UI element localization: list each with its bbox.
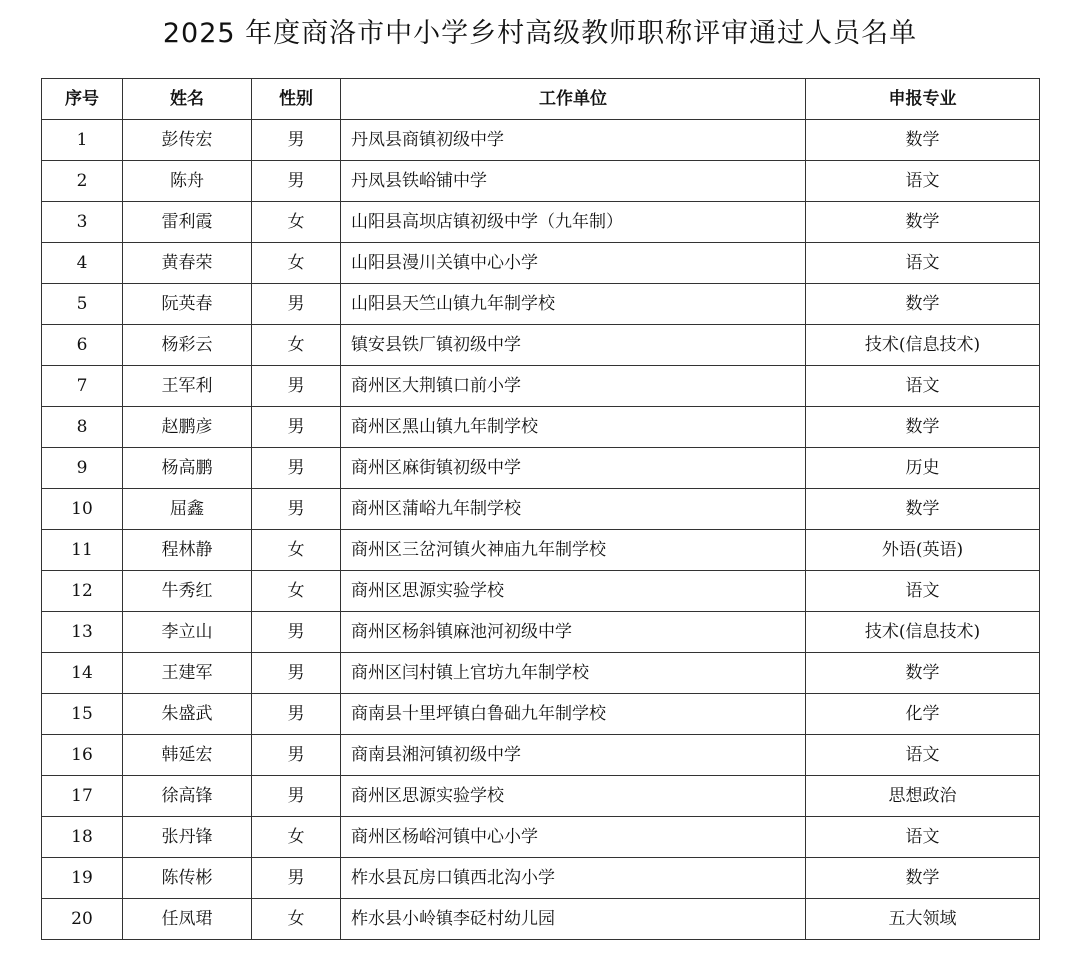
header-specialty: 申报专业 (806, 79, 1040, 120)
cell-serial-number: 20 (42, 899, 123, 940)
cell-specialty: 语文 (806, 243, 1040, 284)
cell-name: 王建军 (123, 653, 252, 694)
cell-serial-number: 16 (42, 735, 123, 776)
cell-work-unit: 柞水县小岭镇李砭村幼儿园 (341, 899, 806, 940)
cell-name: 任凤珺 (123, 899, 252, 940)
cell-gender: 男 (252, 653, 341, 694)
table-row (42, 899, 1040, 940)
table-row (42, 325, 1040, 366)
cell-name: 牛秀红 (123, 571, 252, 612)
cell-work-unit: 商州区大荆镇口前小学 (341, 366, 806, 407)
cell-name: 彭传宏 (123, 120, 252, 161)
cell-specialty: 数学 (806, 653, 1040, 694)
cell-specialty: 数学 (806, 489, 1040, 530)
cell-serial-number: 9 (42, 448, 123, 489)
table-row (42, 407, 1040, 448)
table-row (42, 489, 1040, 530)
cell-specialty: 技术(信息技术) (806, 612, 1040, 653)
cell-specialty: 化学 (806, 694, 1040, 735)
cell-serial-number: 15 (42, 694, 123, 735)
cell-serial-number: 6 (42, 325, 123, 366)
cell-specialty: 语文 (806, 161, 1040, 202)
cell-name: 雷利霞 (123, 202, 252, 243)
cell-work-unit: 山阳县漫川关镇中心小学 (341, 243, 806, 284)
cell-work-unit: 丹凤县商镇初级中学 (341, 120, 806, 161)
cell-name: 陈舟 (123, 161, 252, 202)
cell-gender: 男 (252, 612, 341, 653)
cell-gender: 男 (252, 407, 341, 448)
cell-specialty: 语文 (806, 571, 1040, 612)
header-name: 姓名 (123, 79, 252, 120)
cell-name: 张丹锋 (123, 817, 252, 858)
cell-serial-number: 5 (42, 284, 123, 325)
table-row (42, 776, 1040, 817)
table-row (42, 530, 1040, 571)
cell-specialty: 数学 (806, 120, 1040, 161)
cell-name: 陈传彬 (123, 858, 252, 899)
table-row (42, 120, 1040, 161)
cell-specialty: 数学 (806, 858, 1040, 899)
header-gender: 性别 (252, 79, 341, 120)
cell-gender: 男 (252, 489, 341, 530)
cell-gender: 男 (252, 694, 341, 735)
table-row (42, 612, 1040, 653)
cell-name: 韩延宏 (123, 735, 252, 776)
cell-name: 黄春荣 (123, 243, 252, 284)
table-row (42, 694, 1040, 735)
cell-work-unit: 商州区杨斜镇麻池河初级中学 (341, 612, 806, 653)
cell-specialty: 语文 (806, 366, 1040, 407)
cell-gender: 女 (252, 243, 341, 284)
cell-serial-number: 8 (42, 407, 123, 448)
page-title: 2025 年度商洛市中小学乡村高级教师职称评审通过人员名单 (162, 18, 918, 49)
table-row (42, 448, 1040, 489)
cell-name: 朱盛武 (123, 694, 252, 735)
cell-name: 杨高鹏 (123, 448, 252, 489)
cell-work-unit: 商州区三岔河镇火神庙九年制学校 (341, 530, 806, 571)
cell-gender: 女 (252, 571, 341, 612)
cell-gender: 男 (252, 735, 341, 776)
cell-serial-number: 13 (42, 612, 123, 653)
cell-specialty: 数学 (806, 284, 1040, 325)
cell-gender: 女 (252, 325, 341, 366)
cell-name: 程林静 (123, 530, 252, 571)
cell-serial-number: 18 (42, 817, 123, 858)
roster-table (41, 78, 1040, 940)
cell-serial-number: 19 (42, 858, 123, 899)
cell-name: 李立山 (123, 612, 252, 653)
cell-work-unit: 商南县湘河镇初级中学 (341, 735, 806, 776)
cell-serial-number: 17 (42, 776, 123, 817)
cell-serial-number: 4 (42, 243, 123, 284)
cell-work-unit: 商州区杨峪河镇中心小学 (341, 817, 806, 858)
cell-name: 徐高锋 (123, 776, 252, 817)
cell-gender: 男 (252, 284, 341, 325)
cell-name: 王军利 (123, 366, 252, 407)
cell-work-unit: 商南县十里坪镇白鲁础九年制学校 (341, 694, 806, 735)
cell-gender: 男 (252, 120, 341, 161)
table-row (42, 202, 1040, 243)
cell-serial-number: 11 (42, 530, 123, 571)
cell-work-unit: 山阳县高坝店镇初级中学（九年制） (341, 202, 806, 243)
cell-gender: 男 (252, 448, 341, 489)
cell-specialty: 数学 (806, 202, 1040, 243)
cell-gender: 女 (252, 817, 341, 858)
cell-work-unit: 商州区麻街镇初级中学 (341, 448, 806, 489)
cell-gender: 男 (252, 161, 341, 202)
cell-specialty: 数学 (806, 407, 1040, 448)
cell-specialty: 思想政治 (806, 776, 1040, 817)
cell-work-unit: 镇安县铁厂镇初级中学 (341, 325, 806, 366)
cell-specialty: 语文 (806, 817, 1040, 858)
table-row (42, 653, 1040, 694)
cell-work-unit: 商州区思源实验学校 (341, 571, 806, 612)
table-row (42, 243, 1040, 284)
cell-serial-number: 1 (42, 120, 123, 161)
header-serial-number: 序号 (42, 79, 123, 120)
cell-serial-number: 3 (42, 202, 123, 243)
cell-name: 赵鹏彦 (123, 407, 252, 448)
cell-work-unit: 丹凤县铁峪铺中学 (341, 161, 806, 202)
table-row (42, 735, 1040, 776)
cell-serial-number: 7 (42, 366, 123, 407)
cell-specialty: 外语(英语) (806, 530, 1040, 571)
cell-gender: 男 (252, 776, 341, 817)
cell-serial-number: 2 (42, 161, 123, 202)
cell-work-unit: 商州区蒲峪九年制学校 (341, 489, 806, 530)
table-row (42, 858, 1040, 899)
cell-work-unit: 商州区闫村镇上官坊九年制学校 (341, 653, 806, 694)
table-header-row (42, 79, 1040, 120)
cell-specialty: 五大领域 (806, 899, 1040, 940)
cell-work-unit: 柞水县瓦房口镇西北沟小学 (341, 858, 806, 899)
cell-specialty: 历史 (806, 448, 1040, 489)
table-row (42, 817, 1040, 858)
cell-work-unit: 山阳县天竺山镇九年制学校 (341, 284, 806, 325)
table-row (42, 571, 1040, 612)
cell-work-unit: 商州区思源实验学校 (341, 776, 806, 817)
cell-specialty: 语文 (806, 735, 1040, 776)
cell-gender: 女 (252, 530, 341, 571)
header-work-unit: 工作单位 (341, 79, 806, 120)
table-row (42, 284, 1040, 325)
table-row (42, 161, 1040, 202)
cell-serial-number: 12 (42, 571, 123, 612)
table-row (42, 366, 1040, 407)
cell-work-unit: 商州区黑山镇九年制学校 (341, 407, 806, 448)
cell-gender: 男 (252, 858, 341, 899)
cell-serial-number: 10 (42, 489, 123, 530)
cell-name: 屈鑫 (123, 489, 252, 530)
cell-gender: 女 (252, 202, 341, 243)
table-body (42, 120, 1040, 940)
cell-name: 阮英春 (123, 284, 252, 325)
cell-gender: 女 (252, 899, 341, 940)
cell-gender: 男 (252, 366, 341, 407)
cell-specialty: 技术(信息技术) (806, 325, 1040, 366)
cell-name: 杨彩云 (123, 325, 252, 366)
cell-serial-number: 14 (42, 653, 123, 694)
